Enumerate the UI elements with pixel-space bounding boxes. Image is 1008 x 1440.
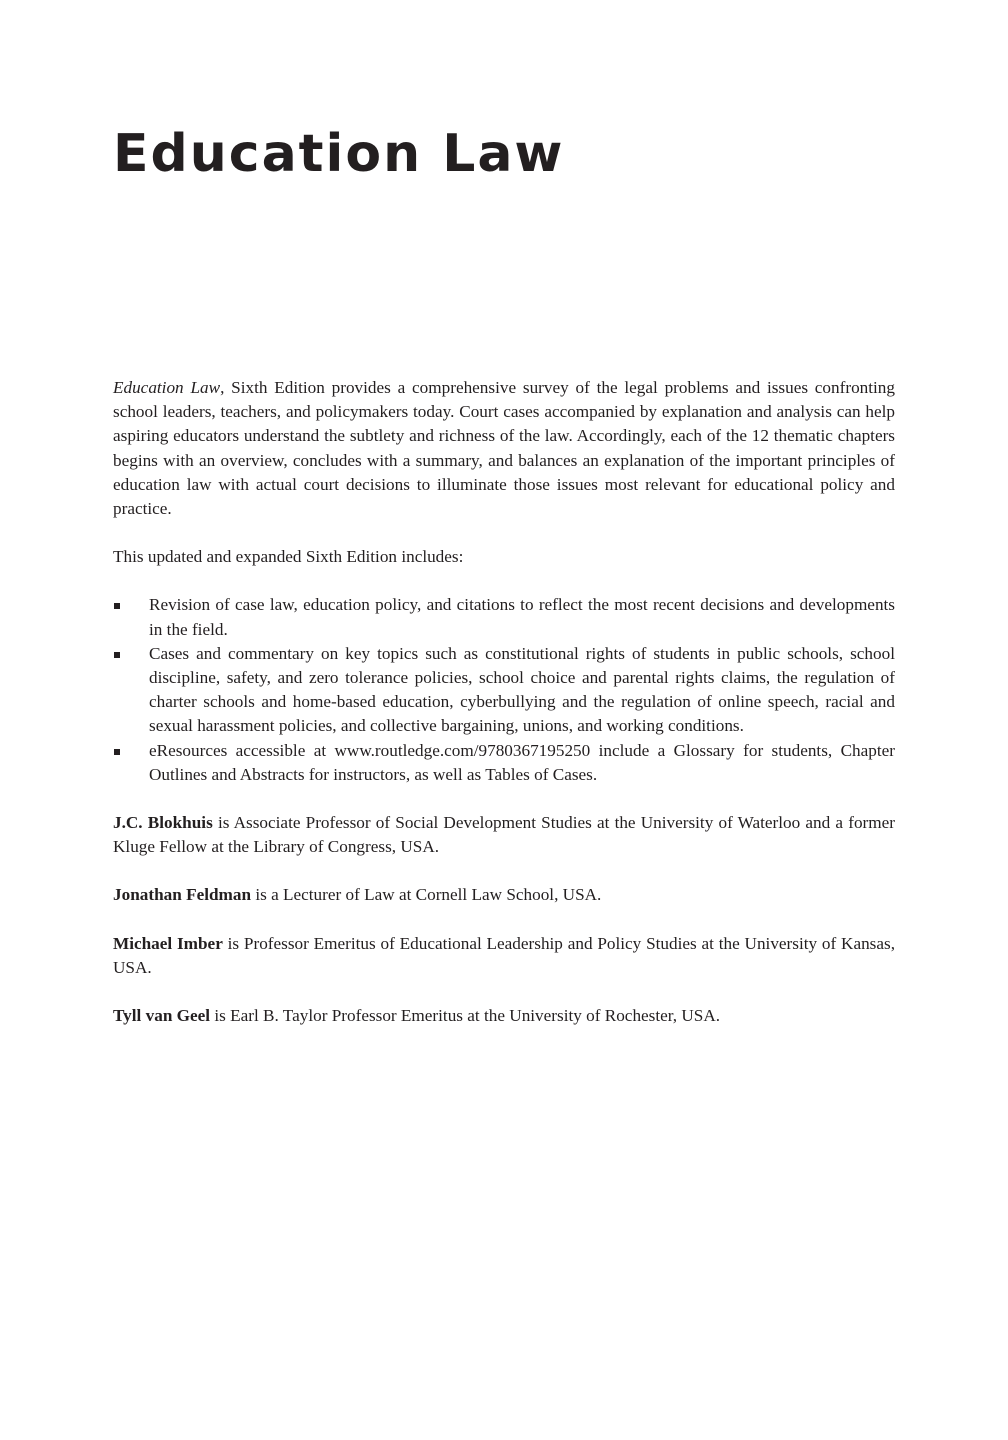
author-bio <box>113 883 895 907</box>
square-bullet-icon <box>114 749 120 755</box>
includes-heading: This updated and expanded Sixth Edition includes: <box>113 547 464 567</box>
feature-item <box>113 593 895 641</box>
author-bio-text: is Associate Professor of Social Development Studies at the University of Waterloo and a former Kluge Fellow at the Library of Congress, USA. <box>113 813 896 857</box>
author-name: Jonathan Feldman <box>113 885 252 905</box>
author-bio <box>113 811 895 859</box>
author-bio <box>113 932 895 980</box>
author-bio-text: is a Lecturer of Law at Cornell Law School, USA. <box>251 885 602 905</box>
intro-book-title: Education Law <box>113 378 221 397</box>
feature-text: eResources accessible at www.routledge.com/9780367195250 include a Glossary for students, Chapter Outlines and Abstracts for instructors, as well as Tables of Cases. <box>149 740 895 784</box>
author-bio-text: is Professor Emeritus of Educational Leadership and Policy Studies at the University of Kansas, USA. <box>113 933 895 977</box>
feature-list <box>113 593 895 787</box>
feature-item <box>113 642 895 739</box>
description-body <box>113 376 895 1052</box>
square-bullet-icon <box>114 603 120 609</box>
author-name: Michael Imber <box>113 933 223 953</box>
feature-item <box>113 739 895 787</box>
square-bullet-icon <box>114 652 120 658</box>
feature-text: Cases and commentary on key topics such as constitutional rights of students in public schools, school discipline, safety, and zero tolerance policies, school choice and parental rights claims, the regulation of charter schools and home-based education, cyberbullying and the regulation of online speech, racial and sexual harassment policies, and collective bargaining, unions, and working conditions. <box>149 643 895 736</box>
author-name: Tyll van Geel <box>113 1006 211 1026</box>
author-bio-text: is Earl B. Taylor Professor Emeritus at the University of Rochester, USA. <box>210 1006 721 1026</box>
author-bio <box>113 1004 895 1028</box>
intro-text: , Sixth Edition provides a comprehensive survey of the legal problems and issues confronting school leaders, teachers, and policymakers today. Court cases accompanied by explanation and analysis can help aspiring educators understand the subtlety and richness of the law. Accordingly, each of the 12 thematic chapters begins with an overview, concludes with a summary, and balances an explanation of the important principles of education law with actual court decisions to illuminate those issues most relevant for educational policy and practice. <box>113 378 895 519</box>
book-title: Education Law <box>113 124 565 184</box>
author-name: J.C. Blokhuis <box>113 813 213 833</box>
intro-paragraph <box>113 376 895 521</box>
feature-text: Revision of case law, education policy, and citations to reflect the most recent decisions and developments in the field. <box>149 595 895 639</box>
